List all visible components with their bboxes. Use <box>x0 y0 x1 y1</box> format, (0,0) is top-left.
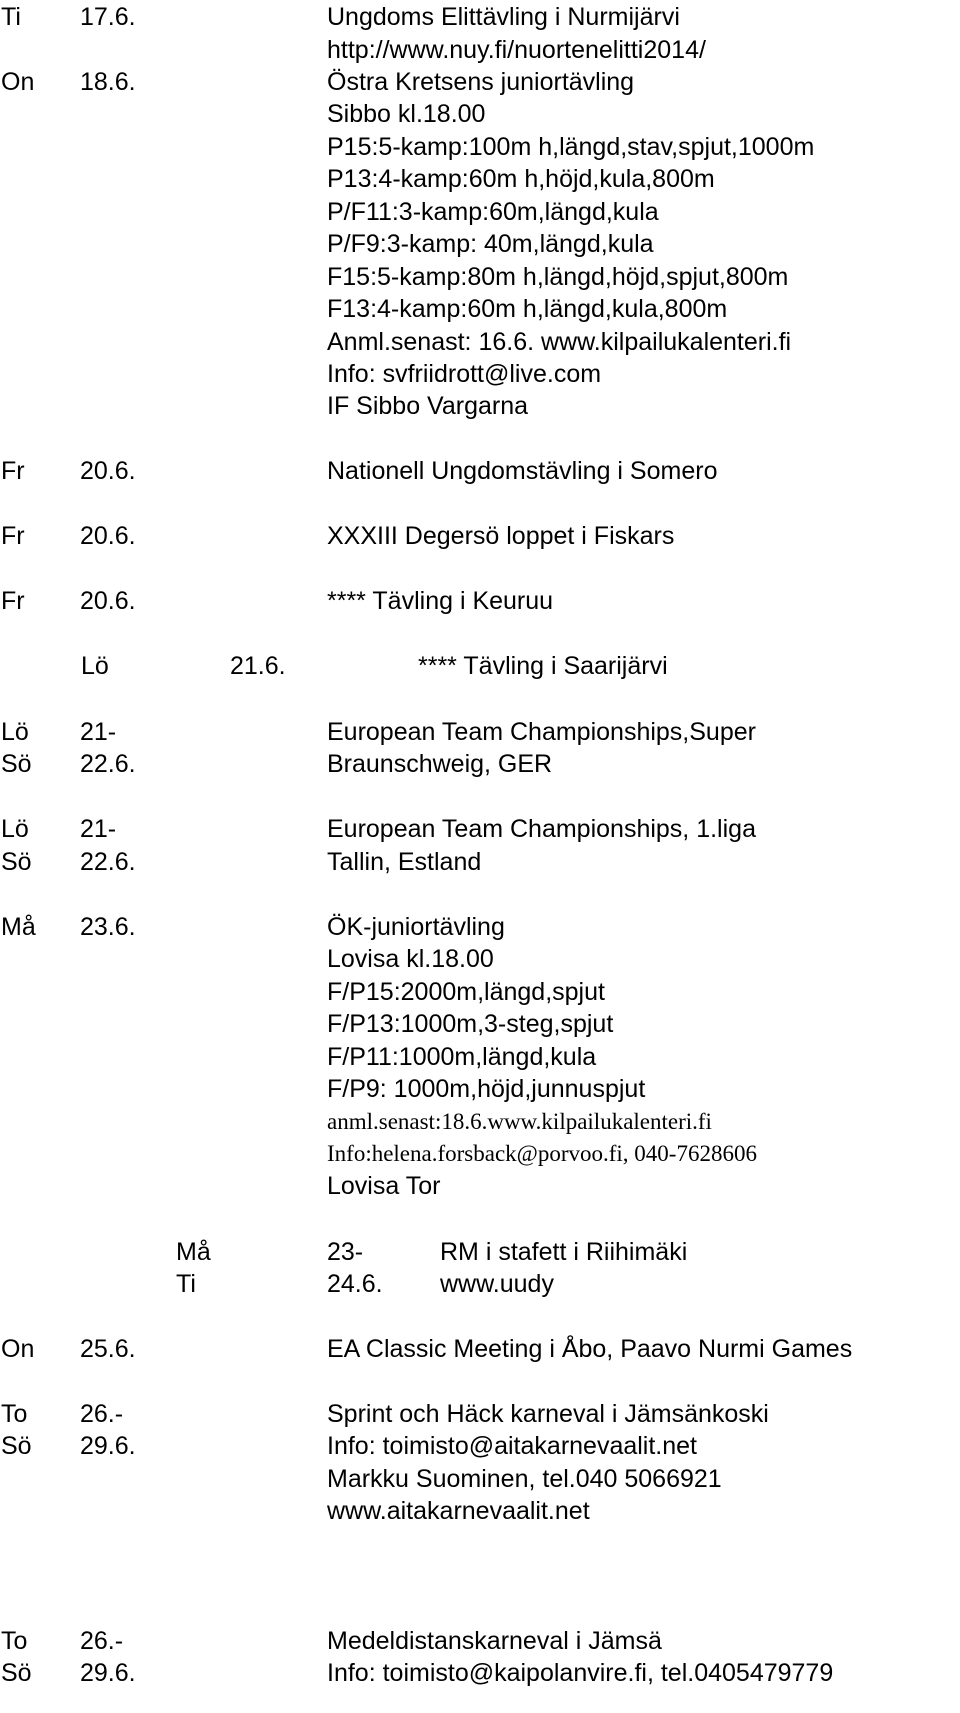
entry-detail: Info: toimisto@kaipolanvire.fi, tel.0405479779 <box>327 1659 834 1687</box>
entry-date: 22.6. <box>80 848 136 876</box>
entry-day: To <box>1 1400 28 1428</box>
entry-detail: F15:5-kamp:80m h,längd,höjd,spjut,800m <box>327 263 789 291</box>
entry-date: 26.- <box>80 1627 124 1655</box>
entry-detail: F/P15:2000m,längd,spjut <box>327 978 605 1006</box>
entry-detail: Braunschweig, GER <box>327 750 553 778</box>
entry-date: 17.6. <box>80 3 136 31</box>
entry-date: 22.6. <box>80 750 136 778</box>
entry-title: RM i stafett i Riihimäki <box>440 1238 688 1266</box>
entry-day: Lö <box>1 815 29 843</box>
entry-title: European Team Championships,Super <box>327 718 756 746</box>
entry-date: 29.6. <box>80 1659 136 1687</box>
entry-detail: anml.senast:18.6.www.kilpailukalenteri.fi <box>327 1109 712 1134</box>
entry-title: Ungdoms Elittävling i Nurmijärvi <box>327 3 680 31</box>
entry-link[interactable]: www.uudy <box>440 1270 554 1298</box>
entry-detail: Info: toimisto@aitakarnevaalit.net <box>327 1432 698 1460</box>
entry-day: Fr <box>1 522 25 550</box>
entry-title: Medeldistanskarneval i Jämsä <box>327 1627 662 1655</box>
entry-title: EA Classic Meeting i Åbo, Paavo Nurmi Games <box>327 1335 853 1363</box>
entry-date: 23.6. <box>80 913 136 941</box>
entry-title: XXXIII Degersö loppet i Fiskars <box>327 522 675 550</box>
entry-detail: Lovisa Tor <box>327 1172 441 1200</box>
entry-day: Ti <box>176 1270 196 1298</box>
entry-date: 20.6. <box>80 457 136 485</box>
entry-day: Ti <box>1 3 21 31</box>
entry-title: ÖK-juniortävling <box>327 913 505 941</box>
entry-title: Nationell Ungdomstävling i Somero <box>327 457 718 485</box>
entry-day: Sö <box>1 750 32 778</box>
entry-date: 25.6. <box>80 1335 136 1363</box>
entry-day: Fr <box>1 587 25 615</box>
entry-date: 21- <box>80 815 117 843</box>
entry-day: Sö <box>1 1432 32 1460</box>
entry-detail: P13:4-kamp:60m h,höjd,kula,800m <box>327 165 715 193</box>
entry-detail: IF Sibbo Vargarna <box>327 392 529 420</box>
entry-title: **** Tävling i Saarijärvi <box>418 652 668 680</box>
entry-day: Lö <box>81 652 109 680</box>
entry-detail: Info:helena.forsback@porvoo.fi, 040-7628606 <box>327 1141 757 1166</box>
entry-day: On <box>1 68 35 96</box>
entry-day: Lö <box>1 718 29 746</box>
entry-day: Sö <box>1 848 32 876</box>
entry-date: 20.6. <box>80 587 136 615</box>
entry-detail: Anml.senast: 16.6. www.kilpailukalenteri.fi <box>327 328 792 356</box>
entry-detail: P15:5-kamp:100m h,längd,stav,spjut,1000m <box>327 133 815 161</box>
entry-day: Fr <box>1 457 25 485</box>
entry-detail: Info: svfriidrott@live.com <box>327 360 602 388</box>
entry-detail: F13:4-kamp:60m h,längd,kula,800m <box>327 295 728 323</box>
entry-detail: F/P13:1000m,3-steg,spjut <box>327 1010 614 1038</box>
entry-date: 26.- <box>80 1400 124 1428</box>
entry-title: European Team Championships, 1.liga <box>327 815 756 843</box>
entry-detail: F/P9: 1000m,höjd,junnuspjut <box>327 1075 646 1103</box>
entry-day: To <box>1 1627 28 1655</box>
entry-date: 21.6. <box>230 652 286 680</box>
entry-day: Sö <box>1 1659 32 1687</box>
entry-detail: Tallin, Estland <box>327 848 482 876</box>
entry-date: 18.6. <box>80 68 136 96</box>
entry-day: On <box>1 1335 35 1363</box>
entry-date: 21- <box>80 718 117 746</box>
entry-title: Sprint och Häck karneval i Jämsänkoski <box>327 1400 769 1428</box>
entry-link[interactable]: www.aitakarnevaalit.net <box>327 1497 590 1525</box>
entry-link[interactable]: http://www.nuy.fi/nuortenelitti2014/ <box>327 36 706 64</box>
entry-day: Må <box>176 1238 211 1266</box>
entry-detail: P/F11:3-kamp:60m,längd,kula <box>327 198 659 226</box>
entry-day: Må <box>1 913 36 941</box>
entry-date: 24.6. <box>327 1270 383 1298</box>
entry-detail: P/F9:3-kamp: 40m,längd,kula <box>327 230 654 258</box>
entry-date: 29.6. <box>80 1432 136 1460</box>
entry-detail: Lovisa kl.18.00 <box>327 945 494 973</box>
entry-title: **** Tävling i Keuruu <box>327 587 554 615</box>
entry-date: 20.6. <box>80 522 136 550</box>
entry-date: 23- <box>327 1238 364 1266</box>
entry-detail: Markku Suominen, tel.040 5066921 <box>327 1465 722 1493</box>
entry-detail: Sibbo kl.18.00 <box>327 100 486 128</box>
entry-title: Östra Kretsens juniortävling <box>327 68 635 96</box>
entry-detail: F/P11:1000m,längd,kula <box>327 1043 597 1071</box>
